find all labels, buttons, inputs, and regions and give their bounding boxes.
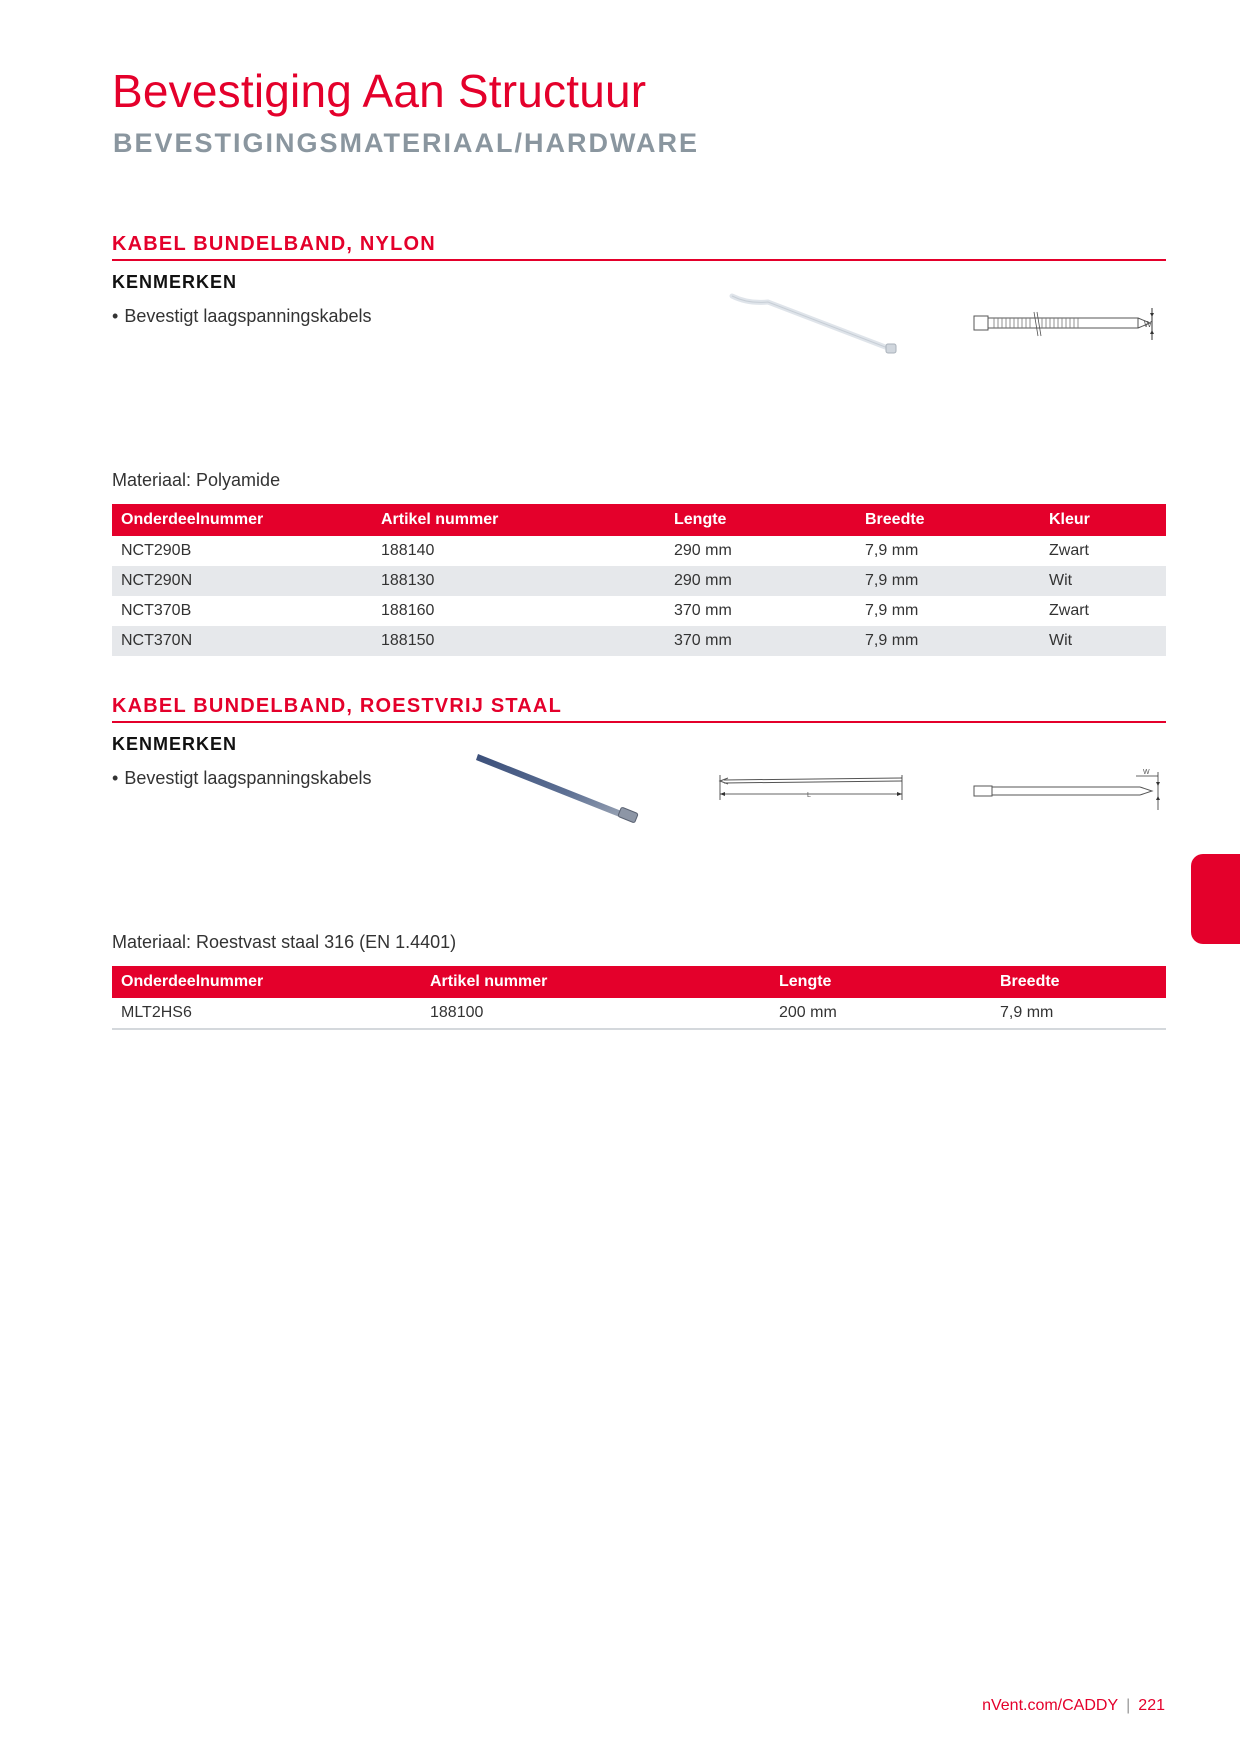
features-title: KENMERKEN (112, 734, 238, 754)
table-header-row (112, 504, 1166, 536)
table-cell: Zwart (1049, 542, 1089, 559)
table-cell: 7,9 mm (856, 626, 1040, 656)
table-cell: NCT290B (121, 542, 192, 559)
section-title-nylon: KABEL BUNDELBAND, NYLON (112, 233, 436, 255)
nylon-cable-tie-image (728, 288, 898, 358)
column-header: Breedte (856, 504, 1040, 536)
section-divider (112, 721, 1166, 723)
features-title: KENMERKEN (112, 272, 238, 292)
page-footer (982, 1697, 1165, 1715)
section-divider (112, 259, 1166, 261)
nylon-tie-dimension-drawing (972, 304, 1164, 344)
table-row (112, 566, 1166, 596)
table-cell: 188150 (372, 626, 665, 656)
table-cell: 370 mm (674, 602, 732, 619)
table-row (112, 596, 1166, 626)
footer-site-link[interactable]: nVent.com/CADDY (982, 1697, 1119, 1714)
table-row (112, 626, 1166, 656)
column-header: Onderdeelnummer (112, 966, 421, 998)
page-number: 221 (1138, 1697, 1165, 1714)
stainless-tie-width-drawing (972, 766, 1164, 812)
table-cell: 188130 (372, 566, 665, 596)
table-cell: 188160 (381, 602, 435, 619)
table-header-row (112, 966, 1166, 998)
width-label: W (1144, 320, 1152, 329)
table-cell: 7,9 mm (865, 602, 919, 619)
footer-separator: | (1126, 1697, 1131, 1714)
table-cell: Wit (1040, 626, 1166, 656)
table-cell: 188100 (421, 998, 770, 1029)
table-cell: NCT290N (112, 566, 372, 596)
column-header: Artikel nummer (372, 504, 665, 536)
spec-table-stainless (112, 966, 1166, 1030)
stainless-cable-tie-image (474, 748, 644, 828)
section-title-stainless: KABEL BUNDELBAND, ROESTVRIJ STAAL (112, 695, 562, 717)
table-cell: 7,9 mm (991, 998, 1166, 1029)
feature-text: Bevestigt laagspanningskabels (124, 306, 372, 326)
table-cell: Zwart (1049, 602, 1089, 619)
table-row (112, 536, 1166, 566)
length-label: L (807, 792, 811, 799)
table-cell: MLT2HS6 (112, 998, 421, 1029)
column-header: Artikel nummer (421, 966, 770, 998)
table-cell: 200 mm (770, 998, 991, 1029)
column-header: Onderdeelnummer (112, 504, 372, 536)
table-cell: Wit (1040, 566, 1166, 596)
table-cell: 290 mm (674, 542, 732, 559)
chapter-side-tab (1191, 854, 1240, 944)
feature-bullet: • Bevestigt laagspanningskabels (112, 306, 372, 326)
table-cell: 7,9 mm (856, 566, 1040, 596)
column-header: Kleur (1040, 504, 1166, 536)
page-title: Bevestiging Aan Structuur (112, 65, 647, 117)
material-label: Materiaal: Polyamide (112, 470, 281, 490)
table-cell: 290 mm (665, 566, 856, 596)
table-cell: NCT370B (121, 602, 192, 619)
table-cell: 370 mm (665, 626, 856, 656)
table-cell: NCT370N (112, 626, 372, 656)
column-header: Lengte (770, 966, 991, 998)
table-cell: 7,9 mm (865, 542, 919, 559)
table-cell: 188140 (381, 542, 435, 559)
spec-table-nylon (112, 504, 1166, 656)
column-header: Lengte (665, 504, 856, 536)
material-label: Materiaal: Roestvast staal 316 (EN 1.4401) (112, 932, 457, 952)
column-header: Breedte (991, 966, 1166, 998)
table-row (112, 998, 1166, 1029)
feature-text: Bevestigt laagspanningskabels (124, 768, 372, 788)
stainless-tie-length-drawing (718, 772, 908, 804)
feature-bullet: • Bevestigt laagspanningskabels (112, 768, 372, 788)
page-subtitle: BEVESTIGINGSMATERIAAL/HARDWARE (113, 128, 700, 158)
width-label: W (1143, 769, 1150, 776)
